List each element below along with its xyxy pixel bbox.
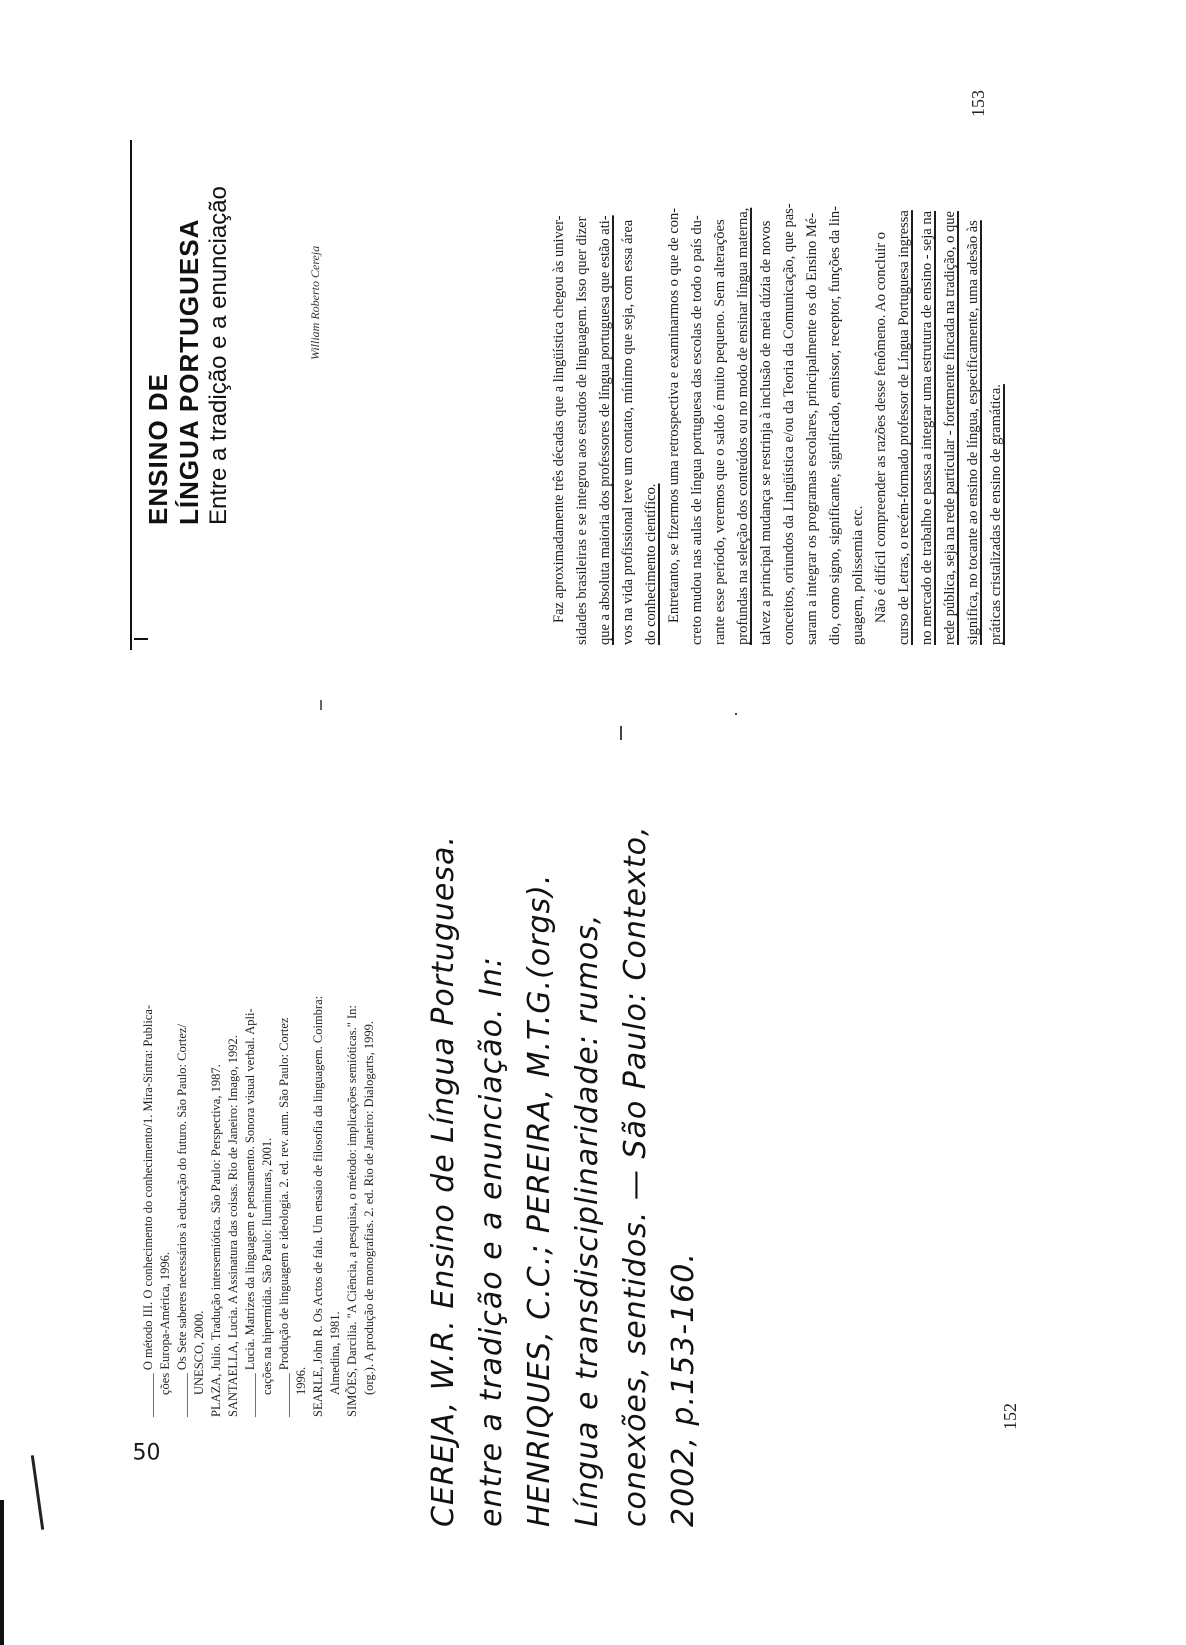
reference-line: _______ Produção de linguagem e ideologia. 2. ed. rev. aum. São Paulo: Cortez xyxy=(277,1017,291,1417)
handwritten-citation xyxy=(420,825,708,1527)
margin-mark: 50 xyxy=(132,1440,161,1466)
article-subtitle: Entre a tradição e a enunciação xyxy=(205,186,232,525)
gutter-mark xyxy=(320,700,322,710)
handwritten-line: HENRIQUES, C.C.; PEREIRA, M.T.G.(orgs). xyxy=(522,873,557,1527)
body-line: Entretanto, se fizermos uma retrospectiva e examinarmos o que de con- xyxy=(666,207,682,623)
title-rule xyxy=(134,638,148,640)
reference-line: ções Europa-América, 1996. xyxy=(158,1252,172,1395)
reference-line: SEARLE, John R. Os Actos de fala. Um ensaio de filosofia da linguagem. Coimbra: xyxy=(311,995,325,1417)
body-line: curso de Letras, o recém-formado professor de Língua Portuguesa ingressa xyxy=(896,210,912,645)
reference-line: (org.). A produção de monografias. 2. ed. Rio de Janeiro: Dialogarts, 1999. xyxy=(362,1021,376,1395)
body-line: creto mudou nas aulas de língua portuguesa das escolas de todo o país du- xyxy=(689,215,705,645)
body-line: talvez a principal mudança se restrinja à inclusão de meia dúzia de novos xyxy=(758,220,774,645)
gutter-mark xyxy=(620,726,622,740)
handwritten-line: entre a tradição e a enunciação. In: xyxy=(474,955,509,1527)
body-line: no mercado de trabalho e passa a integrar uma estrutura de ensino - seja na xyxy=(919,210,935,645)
page-number-right: 153 xyxy=(968,90,988,117)
body-line: guagem, polissemia etc. xyxy=(850,505,866,645)
title-side-rule xyxy=(130,140,132,650)
handwritten-line: CEREJA, W.R. Ensino de Língua Portuguesa. xyxy=(426,835,461,1527)
body-line: sidades brasileiras e se integrou aos estudos de linguagem. Isso quer dizer xyxy=(574,216,590,645)
body-line: Faz aproximadamente três décadas que a lingüística chegou às univer- xyxy=(551,215,567,623)
body-line: saram a integrar os programas escolares, principalmente os do Ensino Mé- xyxy=(804,212,820,645)
body-line: vos na vida profissional teve um contato, mínimo que seja, com essa área xyxy=(620,219,636,645)
body-line: Não é difícil compreender as razões desse fenômeno. Ao concluir o xyxy=(873,232,889,623)
reference-line: cações na hipermídia. São Paulo: Iluminuras, 2001. xyxy=(260,1137,274,1395)
body-line: do conhecimento científico. xyxy=(643,483,659,645)
body-line: rede pública, seja na rede particular - fortemente fincada na tradição, o que xyxy=(942,211,958,645)
gutter-mark xyxy=(735,713,737,715)
body-line: práticas cristalizadas de ensino de gramática. xyxy=(988,384,1004,645)
body-line: significa, no tocante ao ensino de língua, especificamente, uma adesão às xyxy=(965,220,981,645)
body-line: dio, como signo, significante, significado, emissor, receptor, funções da lin- xyxy=(827,206,843,645)
reference-line: _______ Os Sete saberes necessários à educação do futuro. São Paulo: Cortez/ xyxy=(175,1024,189,1417)
reference-line: SANTAELLA, Lucia. A Assinatura das coisas. Rio de Janeiro: Imago, 1992. xyxy=(226,1035,240,1417)
body-line: profundas na seleção dos conteúdos ou no modo de ensinar língua materna, xyxy=(735,207,751,645)
article-title-line2: LÍNGUA PORTUGUESA xyxy=(174,218,204,525)
reference-line: _______ Lucia. Matrizes da linguagem e pensamento. Sonora visual verbal. Apli- xyxy=(243,1008,257,1417)
reference-line: 1996. xyxy=(294,1366,308,1395)
article-body xyxy=(548,203,1008,645)
body-line: que a absoluta maioria dos professores de língua portuguesa que estão ati- xyxy=(597,215,613,645)
article-title-block xyxy=(143,186,233,525)
handwritten-line: Língua e transdisciplinaridade: rumos, xyxy=(570,913,605,1527)
references-list xyxy=(140,996,378,1417)
handwritten-line: conexões, sentidos. — São Paulo: Contexto, xyxy=(618,825,653,1527)
page-number-left: 152 xyxy=(1000,1403,1020,1430)
reference-line: _______ O método III. O conhecimento do conhecimento/1. Mira-Sintra: Publica- xyxy=(141,1004,155,1417)
body-line: rante esse período, veremos que o saldo é muito pequeno. Sem alterações xyxy=(712,219,728,645)
reference-line: PLAZA, Julio. Tradução intersemiótica. São Paulo: Perspectiva, 1987. xyxy=(209,1064,223,1417)
reference-line: Almedina, 1981. xyxy=(328,1311,342,1395)
handwritten-line: 2002, p.153-160. xyxy=(666,1252,701,1527)
reference-line: SIMÕES, Darcilia. "A Ciência, a pesquisa, o método: implicações semióticas." In: xyxy=(345,1005,359,1417)
body-line: conceitos, oriundos da Lingüística e/ou da Teoria da Comunicação, que pas- xyxy=(781,203,797,645)
article-title-line1: ENSINO DE xyxy=(143,372,173,525)
reference-line: UNESCO, 2000. xyxy=(192,1310,206,1395)
article-author: William Roberto Cereja xyxy=(308,245,322,360)
